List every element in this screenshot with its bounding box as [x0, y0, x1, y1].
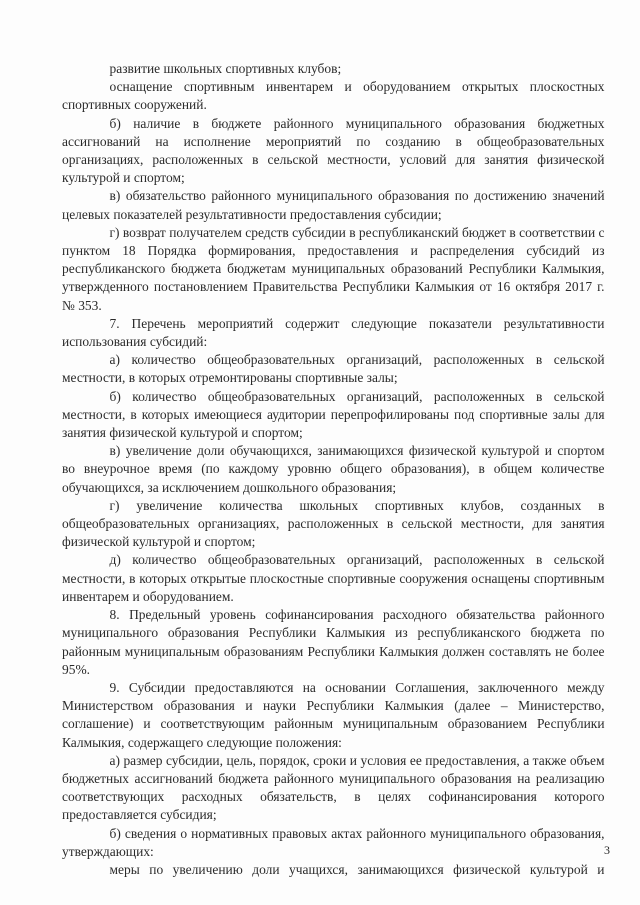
paragraph: б) наличие в бюджете районного муниципального образования бюджетных ассигнований на исполнение мероприятий по созданию в общеобразовательных организациях, расположенных в сельской местности, условий для занятия физической культурой и спортом; — [62, 115, 605, 186]
page-number: 3 — [604, 843, 610, 857]
paragraph: г) возврат получателем средств субсидии в республиканский бюджет в соответствии с пунктом 18 Порядка формирования, предоставления и распределения субсидий из республиканского бюджета бюджетам муниципальных образований Республики Калмыкия, утвержденного постановлением Правительства Республики Калмыкия от 16 октября 2017 г. № 353. — [62, 224, 605, 313]
paragraph: д) количество общеобразовательных организаций, расположенных в сельской местности, в которых открытые плоскостные спортивные сооружения оснащены спортивным инвентарем и оборудованием. — [62, 552, 605, 604]
paragraph: а) количество общеобразовательных организаций, расположенных в сельской местности, в которых отремонтированы спортивные залы; — [62, 352, 605, 386]
paragraph: оснащение спортивным инвентарем и оборудованием открытых плоскостных спортивных сооружений. — [62, 79, 605, 113]
paragraph: 7. Перечень мероприятий содержит следующие показатели результативности использования субсидий: — [62, 315, 605, 350]
paragraph: развитие школьных спортивных клубов; — [109, 61, 342, 76]
paragraph: 9. Субсидии предоставляются на основании Соглашения, заключенного между Министерством образования и науки Республики Калмыкия (далее – Министерство, соглашение) и соответствующим районным муниципальным образованием Республики Калмыкия, содержащего следующие положения: — [62, 679, 605, 750]
paragraph: б) количество общеобразовательных организаций, расположенных в сельской местности, в которых имеющиеся аудитории перепрофилированы под спортивные залы для занятия физической культурой и спортом; — [62, 388, 605, 441]
paragraph: в) увеличение доли обучающихся, занимающихся физической культурой и спортом во внеурочное время (по каждому уровню общего образования), в общем количестве обучающихся, за исключением дошкольного образования; — [62, 443, 605, 495]
paragraph: а) размер субсидии, цель, порядок, сроки и условия ее предоставления, а также объем бюджетных ассигнований бюджета районного муниципального образования на реализацию соответствующих расходных обязательств, в целях софинансирования которого предоставляется субсидия; — [62, 752, 605, 823]
paragraph: г) увеличение количества школьных спортивных клубов, созданных в общеобразовательных организациях, расположенных в сельской местности, для занятия физической культурой и спортом; — [62, 497, 605, 550]
paragraph: в) обязательство районного муниципального образования по достижению значений целевых показателей результативности предоставления субсидии; — [62, 188, 605, 222]
paragraph: б) сведения о нормативных правовых актах районного муниципального образования, утверждающих: — [62, 825, 605, 859]
document-body — [62, 60, 605, 879]
paragraph: 8. Предельный уровень софинансирования расходного обязательства районного муниципального образования Республики Калмыкия из республиканского бюджета по районным муниципальным образованиям Республики Калмыкия должен составлять не более 95%. — [62, 607, 605, 677]
paragraph: меры по увеличению доли учащихся, занимающихся физической культурой и — [109, 861, 605, 877]
